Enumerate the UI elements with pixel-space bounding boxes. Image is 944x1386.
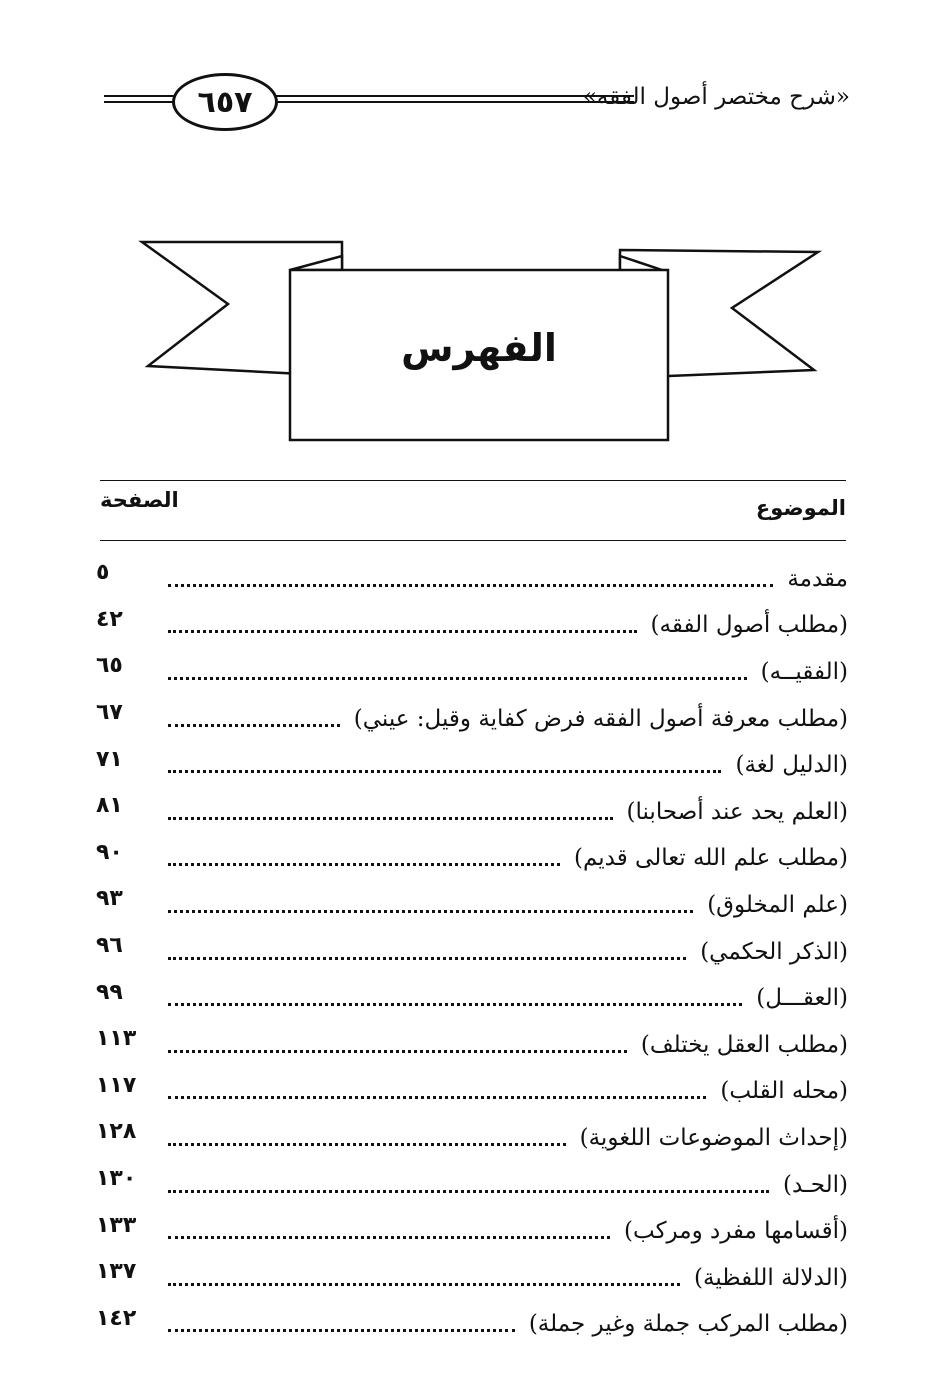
toc-entry-page: ١٣٠ bbox=[96, 1166, 137, 1192]
dot-leader bbox=[168, 1236, 610, 1239]
toc-entry-page: ٩٦ bbox=[96, 933, 123, 959]
toc-entry-title: (الفقيــه) bbox=[760, 658, 848, 685]
toc-entry-page: ١٢٨ bbox=[96, 1119, 137, 1145]
toc-entry bbox=[92, 1208, 848, 1255]
toc-entry-page: ١٣٣ bbox=[96, 1212, 137, 1238]
toc-entry bbox=[92, 1069, 848, 1116]
toc-entry-title: (مطلب المركب جملة وغير جملة) bbox=[528, 1311, 848, 1338]
toc-entry-title: (العلم يحد عند أصحابنا) bbox=[626, 798, 848, 825]
dot-leader bbox=[168, 1329, 515, 1332]
toc-entry bbox=[92, 603, 848, 650]
toc-entry bbox=[92, 1115, 848, 1162]
header-rule-mid-1 bbox=[272, 95, 634, 97]
column-header-page: الصفحة bbox=[100, 488, 179, 512]
dot-leader bbox=[168, 1190, 769, 1193]
toc-entry-page: ١٤٢ bbox=[96, 1305, 137, 1331]
dot-leader bbox=[168, 724, 340, 727]
toc-entry-title: (علم المخلوق) bbox=[707, 891, 848, 918]
header-rule-left-1 bbox=[104, 95, 174, 97]
page-number: ٦٥٧ bbox=[172, 73, 278, 131]
header-rule-left-2 bbox=[104, 101, 174, 103]
toc-entry-title: (مطلب معرفة أصول الفقه فرض كفاية وقيل: عيني) bbox=[353, 705, 848, 732]
toc-entry bbox=[92, 1255, 848, 1302]
toc-entry-title: (إحداث الموضوعات اللغوية) bbox=[579, 1124, 848, 1151]
toc-entry bbox=[92, 789, 848, 836]
toc-entry bbox=[92, 836, 848, 883]
table-of-contents bbox=[92, 556, 848, 1348]
dot-leader bbox=[168, 1050, 627, 1053]
toc-entry-title: (مطلب أصول الفقه) bbox=[650, 612, 848, 639]
dot-leader bbox=[168, 1143, 566, 1146]
toc-entry bbox=[92, 696, 848, 743]
page-title: الفهرس bbox=[401, 326, 557, 370]
toc-entry-page: ٨١ bbox=[96, 793, 123, 819]
book-title: «شرح مختصر أصول الفقه» bbox=[582, 84, 850, 110]
dot-leader bbox=[168, 957, 686, 960]
header-rule-mid-2 bbox=[272, 101, 634, 103]
toc-entry-page: ٥ bbox=[96, 560, 110, 586]
toc-entry bbox=[92, 975, 848, 1022]
dot-leader bbox=[168, 584, 773, 587]
toc-entry-page: ٩٠ bbox=[96, 839, 123, 865]
toc-entry bbox=[92, 1162, 848, 1209]
toc-entry-page: ٩٣ bbox=[96, 886, 123, 912]
toc-entry bbox=[92, 742, 848, 789]
toc-entry-title: (أقسامها مفرد ومركب) bbox=[624, 1218, 848, 1245]
toc-entry-title: مقدمة bbox=[787, 565, 848, 592]
toc-entry-page: ١١٧ bbox=[96, 1072, 137, 1098]
toc-entry-title: (مطلب علم الله تعالى قديم) bbox=[573, 845, 848, 872]
toc-entry-page: ١١٣ bbox=[96, 1026, 137, 1052]
toc-entry bbox=[92, 882, 848, 929]
toc-entry-title: (العقـــل) bbox=[756, 985, 848, 1012]
dot-leader bbox=[168, 910, 693, 913]
toc-entry-page: ٩٩ bbox=[96, 979, 123, 1005]
toc-entry-page: ٧١ bbox=[96, 746, 123, 772]
dot-leader bbox=[168, 817, 613, 820]
toc-entry bbox=[92, 556, 848, 603]
toc-entry bbox=[92, 1302, 848, 1349]
toc-entry bbox=[92, 929, 848, 976]
toc-entry bbox=[92, 649, 848, 696]
table-top-rule bbox=[100, 480, 846, 481]
toc-entry-page: ٦٧ bbox=[96, 700, 123, 726]
table-header-rule bbox=[100, 540, 846, 541]
toc-entry-title: (الحـد) bbox=[782, 1171, 848, 1198]
dot-leader bbox=[168, 677, 747, 680]
dot-leader bbox=[168, 1283, 680, 1286]
column-header-topic: الموضوع bbox=[755, 496, 846, 520]
dot-leader bbox=[168, 630, 637, 633]
toc-entry-title: (الدليل لغة) bbox=[735, 752, 848, 779]
dot-leader bbox=[168, 770, 721, 773]
toc-entry-page: ١٣٧ bbox=[96, 1259, 137, 1285]
dot-leader bbox=[168, 1096, 706, 1099]
toc-entry-title: (الدلالة اللفظية) bbox=[694, 1264, 848, 1291]
toc-entry-title: (مطلب العقل يختلف) bbox=[640, 1031, 848, 1058]
toc-entry-page: ٦٥ bbox=[96, 653, 123, 679]
running-header bbox=[0, 0, 944, 150]
toc-entry-title: (الذكر الحكمي) bbox=[700, 938, 848, 965]
toc-entry bbox=[92, 1022, 848, 1069]
toc-entry-title: (محله القلب) bbox=[720, 1078, 848, 1105]
toc-entry-page: ٤٢ bbox=[96, 606, 123, 632]
dot-leader bbox=[168, 863, 560, 866]
dot-leader bbox=[168, 1003, 742, 1006]
